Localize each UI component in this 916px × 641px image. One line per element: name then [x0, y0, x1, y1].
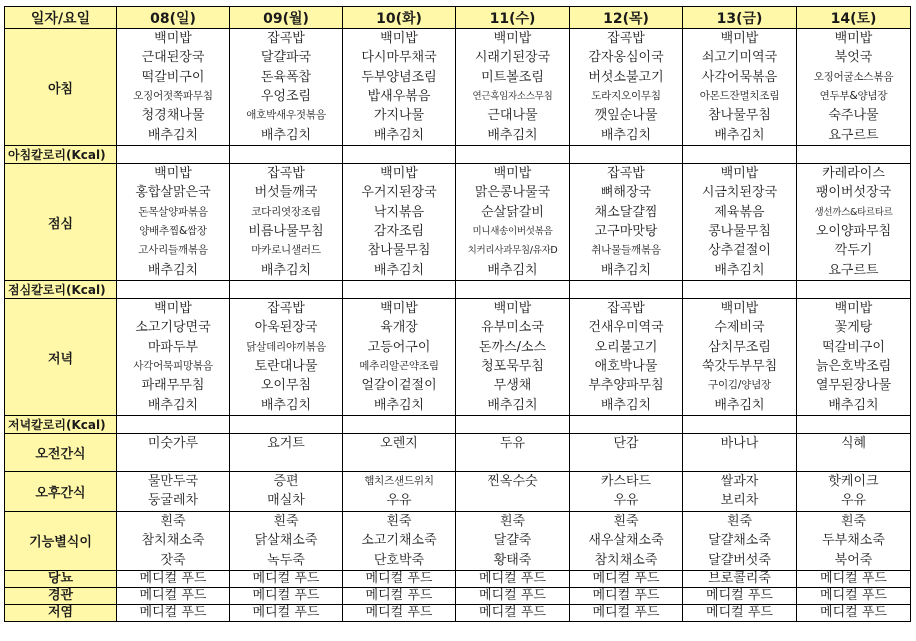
menu-item: 꽃게탕 — [834, 320, 873, 336]
menu-item: 백미밥 — [380, 166, 418, 182]
calorie-cell — [230, 416, 343, 434]
menu-item: 백미밥 — [380, 31, 418, 47]
menu-item: 녹두죽 — [267, 552, 305, 568]
menu-item: 돈목살양파볶음 — [138, 205, 208, 218]
tube-feeding-cell: 메디컬 푸드 — [683, 587, 797, 604]
menu-item: 요구르트 — [828, 262, 879, 278]
dinner-calorie-row — [5, 416, 911, 434]
menu-item: 보리차 — [720, 493, 759, 509]
menu-item: 증편 — [273, 474, 299, 489]
lunch-cell — [683, 164, 797, 281]
menu-item: 핫케이크 — [828, 474, 879, 489]
tube-feeding-cell: 메디컬 푸드 — [117, 587, 230, 604]
menu-item: 달걀죽 — [493, 533, 532, 549]
low-sodium-cell: 메디컬 푸드 — [456, 604, 570, 621]
menu-item: 감자조림 — [373, 224, 425, 239]
menu-item: 뼈해장국 — [600, 185, 652, 201]
menu-item: 코다리엿장조림 — [251, 205, 321, 218]
menu-item: 우유 — [386, 493, 412, 509]
lunch-calorie-row — [5, 281, 911, 299]
tube-feeding-cell: 메디컬 푸드 — [797, 587, 911, 604]
morning-snack-cell — [456, 434, 570, 472]
day-header: 08(일) — [117, 7, 230, 29]
menu-item: 백미밥 — [154, 31, 192, 47]
diabetes-label: 당뇨 — [5, 570, 117, 587]
menu-item: 잡곡밥 — [607, 301, 645, 317]
menu-item: 배추김치 — [260, 262, 312, 278]
menu-item: 새우살채소죽 — [588, 533, 664, 549]
lunch-label: 점심 — [5, 164, 117, 281]
menu-item: 햄치즈샌드위치 — [364, 475, 434, 487]
menu-item: 단감 — [613, 436, 639, 451]
menu-item: 토란대나물 — [254, 359, 318, 374]
menu-item: 마카로니샐러드 — [251, 244, 321, 257]
menu-item: 두부채소죽 — [822, 533, 885, 549]
menu-item: 요거트 — [267, 436, 305, 451]
weekly-meal-table — [4, 6, 911, 622]
afternoon-snack-row — [5, 472, 911, 512]
menu-item: 식혜 — [840, 436, 867, 451]
calorie-cell — [570, 416, 683, 434]
menu-item: 백미밥 — [834, 301, 873, 317]
menu-item: 잡곡밥 — [267, 301, 305, 317]
calorie-cell — [797, 416, 911, 434]
menu-item: 황태죽 — [493, 552, 532, 568]
menu-item: 낙지볶음 — [373, 204, 425, 220]
low-sodium-cell: 메디컬 푸드 — [683, 604, 797, 621]
menu-item: 밥새우볶음 — [367, 89, 431, 104]
menu-item: 떡갈비구이 — [141, 69, 205, 85]
afternoon-snack-cell — [230, 472, 343, 512]
calorie-cell — [683, 416, 797, 434]
menu-item: 연두부&양념장 — [819, 90, 888, 102]
menu-item: 둥굴레차 — [147, 493, 199, 509]
menu-item: 소고기당면국 — [135, 320, 211, 336]
menu-item: 부추양파무침 — [588, 378, 664, 394]
menu-item: 생선까스&타르타르 — [814, 206, 893, 218]
menu-item: 사각어묵볶음 — [701, 69, 778, 85]
calorie-cell — [570, 146, 683, 164]
menu-item: 얼갈이겉절이 — [361, 378, 437, 394]
menu-item: 매실차 — [267, 493, 305, 509]
menu-item: 흰죽 — [613, 514, 639, 529]
menu-item: 백미밥 — [720, 31, 759, 47]
low-sodium-cell: 메디컬 푸드 — [343, 604, 456, 621]
calorie-cell — [797, 146, 911, 164]
low-sodium-row — [5, 604, 911, 621]
morning-snack-cell — [683, 434, 797, 472]
menu-item: 카레라이스 — [822, 166, 885, 182]
menu-item: 달걀버섯죽 — [708, 552, 771, 568]
lunch-cell — [797, 164, 911, 281]
menu-item: 백미밥 — [154, 301, 192, 317]
calorie-cell — [683, 281, 797, 299]
lunch-cell — [570, 164, 683, 281]
day-header: 11(수) — [456, 7, 570, 29]
afternoon-snack-cell — [117, 472, 230, 512]
menu-item: 물만두국 — [147, 474, 199, 489]
menu-item: 흰죽 — [386, 514, 412, 529]
menu-item: 쇠고기미역국 — [701, 50, 778, 66]
menu-item: 배추김치 — [373, 127, 425, 143]
menu-item: 배추김치 — [487, 397, 538, 413]
lunch-cell — [456, 164, 570, 281]
dinner-cell — [797, 299, 911, 416]
afternoon-snack-cell — [343, 472, 456, 512]
calorie-cell — [117, 416, 230, 434]
header-row — [5, 7, 911, 29]
menu-item: 찐옥수숫 — [487, 474, 538, 489]
menu-item: 순살닭갈비 — [481, 204, 544, 220]
menu-item: 버섯들깨국 — [254, 185, 318, 201]
calorie-cell — [797, 281, 911, 299]
menu-item: 미니새송이버섯볶음 — [472, 226, 553, 237]
dinner-cell — [343, 299, 456, 416]
menu-item: 잡곡밥 — [267, 166, 305, 182]
menu-item: 마파두부 — [147, 339, 199, 355]
menu-item: 미트볼조림 — [481, 69, 544, 85]
menu-item: 시래기된장국 — [474, 50, 551, 66]
menu-item: 청경채나물 — [141, 108, 205, 124]
menu-item: 흰죽 — [726, 514, 753, 529]
menu-item: 참나물무침 — [708, 108, 771, 124]
menu-item: 배추김치 — [714, 262, 765, 278]
functional-diet-cell — [343, 512, 456, 571]
menu-item: 닭살채소죽 — [254, 533, 318, 549]
menu-item: 애호박새우젓볶음 — [246, 109, 326, 122]
morning-snack-row — [5, 434, 911, 472]
menu-item: 우거지된장국 — [361, 185, 437, 201]
breakfast-row — [5, 29, 911, 146]
low-sodium-cell: 메디컬 푸드 — [117, 604, 230, 621]
lunch-row — [5, 164, 911, 281]
menu-item: 잣죽 — [160, 552, 186, 568]
breakfast-cell — [230, 29, 343, 146]
tube-feeding-row — [5, 587, 911, 604]
calorie-cell — [456, 281, 570, 299]
dinner-cell — [456, 299, 570, 416]
header-label: 일자/요일 — [5, 7, 117, 29]
menu-item: 잡곡밥 — [267, 31, 305, 47]
menu-item: 맑은콩나물국 — [474, 185, 551, 201]
menu-item: 오징어젓쪽파무침 — [133, 90, 213, 102]
dinner-row — [5, 299, 911, 416]
tube-feeding-cell: 메디컬 푸드 — [343, 587, 456, 604]
menu-item: 다시마무채국 — [361, 50, 437, 66]
afternoon-snack-cell — [797, 472, 911, 512]
menu-item: 참나물무침 — [367, 243, 431, 259]
menu-item: 돈까스/소스 — [478, 339, 547, 355]
menu-item: 근대나물 — [487, 108, 538, 124]
low-sodium-label: 저염 — [5, 604, 117, 621]
tube-feeding-cell: 메디컬 푸드 — [230, 587, 343, 604]
menu-item: 건새우미역국 — [588, 320, 664, 336]
calorie-cell — [117, 281, 230, 299]
breakfast-cell — [683, 29, 797, 146]
lunch-calorie-label: 점심칼로리(Kcal) — [5, 281, 117, 299]
menu-item: 북엇국 — [834, 50, 873, 66]
menu-item: 잡곡밥 — [607, 31, 645, 47]
day-header: 13(금) — [683, 7, 797, 29]
morning-snack-cell — [570, 434, 683, 472]
menu-item: 배추김치 — [260, 127, 312, 143]
menu-item: 흰죽 — [273, 514, 299, 529]
lunch-cell — [117, 164, 230, 281]
dinner-label: 저녁 — [5, 299, 117, 416]
menu-item: 제육볶음 — [714, 204, 765, 220]
calorie-cell — [230, 146, 343, 164]
menu-item: 배추김치 — [147, 397, 199, 413]
menu-item: 닭살데리야끼볶음 — [246, 340, 326, 353]
menu-item: 잡곡밥 — [607, 166, 645, 182]
breakfast-calorie-label: 아침칼로리(Kcal) — [5, 146, 117, 164]
menu-item: 오이양파무침 — [815, 224, 892, 239]
menu-item: 깍두기 — [834, 243, 873, 259]
menu-item: 시금치된장국 — [701, 185, 778, 201]
menu-item: 채소달걀찜 — [594, 204, 658, 220]
menu-item: 두유 — [499, 436, 526, 451]
menu-item: 배추김치 — [147, 127, 199, 143]
tube-feeding-cell: 메디컬 푸드 — [456, 587, 570, 604]
afternoon-snack-cell — [570, 472, 683, 512]
diabetes-cell: 메디컬 푸드 — [797, 570, 911, 587]
menu-item: 백미밥 — [493, 31, 532, 47]
menu-item: 단호박죽 — [373, 552, 425, 568]
menu-item: 감자옹심이국 — [588, 50, 664, 66]
menu-item: 우엉조림 — [260, 89, 312, 104]
menu-item: 배추김치 — [600, 262, 652, 278]
calorie-cell — [456, 416, 570, 434]
diabetes-cell: 메디컬 푸드 — [570, 570, 683, 587]
menu-item: 콩나물무침 — [708, 224, 771, 239]
menu-item: 달걀파국 — [260, 50, 312, 66]
calorie-cell — [343, 146, 456, 164]
menu-item: 돈육폭찹 — [260, 69, 312, 85]
menu-item: 참치채소죽 — [594, 552, 658, 568]
menu-item: 배추김치 — [373, 262, 425, 278]
menu-item: 근대된장국 — [141, 50, 205, 66]
menu-item: 배추김치 — [487, 127, 538, 143]
morning-snack-cell — [343, 434, 456, 472]
afternoon-snack-cell — [456, 472, 570, 512]
breakfast-cell — [117, 29, 230, 146]
menu-item: 수제비국 — [714, 320, 765, 336]
menu-item: 치커리사과무침/유자D — [467, 245, 558, 257]
menu-item: 삼치무조림 — [708, 339, 771, 355]
menu-item: 백미밥 — [493, 301, 532, 317]
menu-item: 참치채소죽 — [141, 533, 205, 549]
calorie-cell — [343, 416, 456, 434]
morning-snack-cell — [230, 434, 343, 472]
diabetes-cell: 메디컬 푸드 — [456, 570, 570, 587]
functional-diet-row — [5, 512, 911, 571]
tube-feeding-label: 경관 — [5, 587, 117, 604]
menu-item: 흰죽 — [499, 514, 526, 529]
calorie-cell — [570, 281, 683, 299]
menu-item: 백미밥 — [720, 301, 759, 317]
menu-item: 백미밥 — [154, 166, 192, 182]
dinner-cell — [570, 299, 683, 416]
menu-item: 취나물들깨볶음 — [591, 244, 661, 257]
menu-item: 유부미소국 — [481, 320, 544, 336]
tube-feeding-cell: 메디컬 푸드 — [570, 587, 683, 604]
functional-diet-cell — [797, 512, 911, 571]
menu-item: 배추김치 — [714, 127, 765, 143]
menu-item: 떡갈비구이 — [822, 339, 885, 355]
menu-item: 달걀채소죽 — [708, 533, 771, 549]
menu-item: 배추김치 — [600, 127, 652, 143]
menu-item: 백미밥 — [493, 166, 532, 182]
morning-snack-cell — [117, 434, 230, 472]
breakfast-calorie-row — [5, 146, 911, 164]
menu-item: 두부양념조림 — [361, 69, 437, 85]
menu-item: 배추김치 — [487, 262, 538, 278]
menu-item: 우유 — [613, 493, 639, 509]
functional-diet-cell — [456, 512, 570, 571]
menu-item: 깻잎순나물 — [594, 108, 658, 124]
menu-item: 고등어구이 — [367, 339, 431, 355]
low-sodium-cell: 메디컬 푸드 — [230, 604, 343, 621]
diabetes-cell: 메디컬 푸드 — [117, 570, 230, 587]
menu-item: 오징어굴소스볶음 — [813, 70, 894, 83]
menu-item: 오이무침 — [260, 378, 312, 394]
functional-diet-cell — [230, 512, 343, 571]
calorie-cell — [456, 146, 570, 164]
menu-item: 열무된장나물 — [815, 378, 892, 394]
menu-item: 양배추찜&쌈장 — [139, 225, 207, 237]
menu-item: 청포묵무침 — [481, 359, 544, 374]
afternoon-snack-cell — [683, 472, 797, 512]
menu-item: 배추김치 — [373, 397, 425, 413]
menu-item: 고사리들깨볶음 — [138, 244, 208, 257]
breakfast-label: 아침 — [5, 29, 117, 146]
menu-item: 북어죽 — [834, 552, 873, 568]
breakfast-cell — [456, 29, 570, 146]
menu-item: 배추김치 — [147, 262, 199, 278]
dinner-calorie-label: 저녁칼로리(Kcal) — [5, 416, 117, 434]
functional-diet-cell — [570, 512, 683, 571]
lunch-cell — [343, 164, 456, 281]
calorie-cell — [343, 281, 456, 299]
menu-item: 무생채 — [493, 378, 532, 394]
menu-item: 카스타드 — [600, 474, 652, 489]
menu-item: 버섯소불고기 — [588, 69, 664, 85]
menu-item: 흰죽 — [840, 514, 867, 529]
menu-item: 파래무무침 — [141, 378, 205, 394]
menu-item: 육개장 — [380, 320, 418, 336]
menu-item: 숙주나물 — [828, 108, 879, 124]
dinner-cell — [683, 299, 797, 416]
menu-item: 메추리알곤약조림 — [359, 360, 439, 372]
menu-item: 우유 — [840, 493, 867, 509]
menu-item: 상추겉절이 — [708, 243, 771, 259]
menu-item: 늙은호박조림 — [815, 359, 892, 374]
calorie-cell — [230, 281, 343, 299]
menu-item: 쌀과자 — [720, 474, 759, 489]
calorie-cell — [117, 146, 230, 164]
menu-item: 바나나 — [720, 436, 759, 451]
calorie-cell — [683, 146, 797, 164]
menu-item: 아욱된장국 — [254, 320, 318, 336]
menu-item: 도라지오이무침 — [591, 90, 661, 102]
menu-item: 배추김치 — [260, 397, 312, 413]
menu-item: 흰죽 — [160, 514, 186, 529]
dinner-cell — [117, 299, 230, 416]
menu-item: 쑥갓두부무침 — [701, 359, 778, 374]
menu-item: 사각어묵피망볶음 — [133, 360, 213, 372]
low-sodium-cell: 메디컬 푸드 — [570, 604, 683, 621]
diabetes-cell: 메디컬 푸드 — [343, 570, 456, 587]
afternoon-snack-label: 오후간식 — [5, 472, 117, 512]
diabetes-cell: 메디컬 푸드 — [230, 570, 343, 587]
menu-item: 오렌지 — [380, 436, 418, 451]
breakfast-cell — [797, 29, 911, 146]
dinner-cell — [230, 299, 343, 416]
day-header: 12(목) — [570, 7, 683, 29]
functional-diet-cell — [683, 512, 797, 571]
diabetes-cell: 브로콜리죽 — [683, 570, 797, 587]
menu-item: 애호박나물 — [594, 359, 658, 374]
menu-item: 가지나물 — [373, 108, 425, 124]
breakfast-cell — [570, 29, 683, 146]
diabetes-row — [5, 570, 911, 587]
menu-item: 백미밥 — [834, 31, 873, 47]
day-header: 09(월) — [230, 7, 343, 29]
menu-item: 팽이버섯장국 — [815, 185, 892, 201]
menu-item: 백미밥 — [380, 301, 418, 317]
menu-item: 소고기채소죽 — [361, 533, 437, 549]
menu-item: 배추김치 — [600, 397, 652, 413]
menu-item: 배추김치 — [714, 397, 765, 413]
day-header: 10(화) — [343, 7, 456, 29]
menu-item: 고구마맛탕 — [594, 224, 658, 239]
functional-diet-cell — [117, 512, 230, 571]
day-header: 14(토) — [797, 7, 911, 29]
menu-item: 오리불고기 — [594, 339, 658, 355]
functional-diet-label: 기능별식이 — [5, 512, 117, 571]
menu-item: 아몬드잔멸치조림 — [699, 90, 780, 102]
menu-item: 홍합살맑은국 — [135, 185, 211, 201]
morning-snack-cell — [797, 434, 911, 472]
lunch-cell — [230, 164, 343, 281]
menu-item: 백미밥 — [720, 166, 759, 182]
morning-snack-label: 오전간식 — [5, 434, 117, 472]
menu-item: 미숫가루 — [147, 436, 199, 451]
low-sodium-cell: 메디컬 푸드 — [797, 604, 911, 621]
menu-item: 배추김치 — [828, 397, 879, 413]
menu-item: 연근흑임자소스무침 — [472, 91, 553, 102]
menu-item: 요구르트 — [828, 127, 879, 143]
menu-item: 구이김/양념장 — [708, 379, 771, 392]
breakfast-cell — [343, 29, 456, 146]
menu-item: 비름나물무침 — [248, 224, 324, 239]
